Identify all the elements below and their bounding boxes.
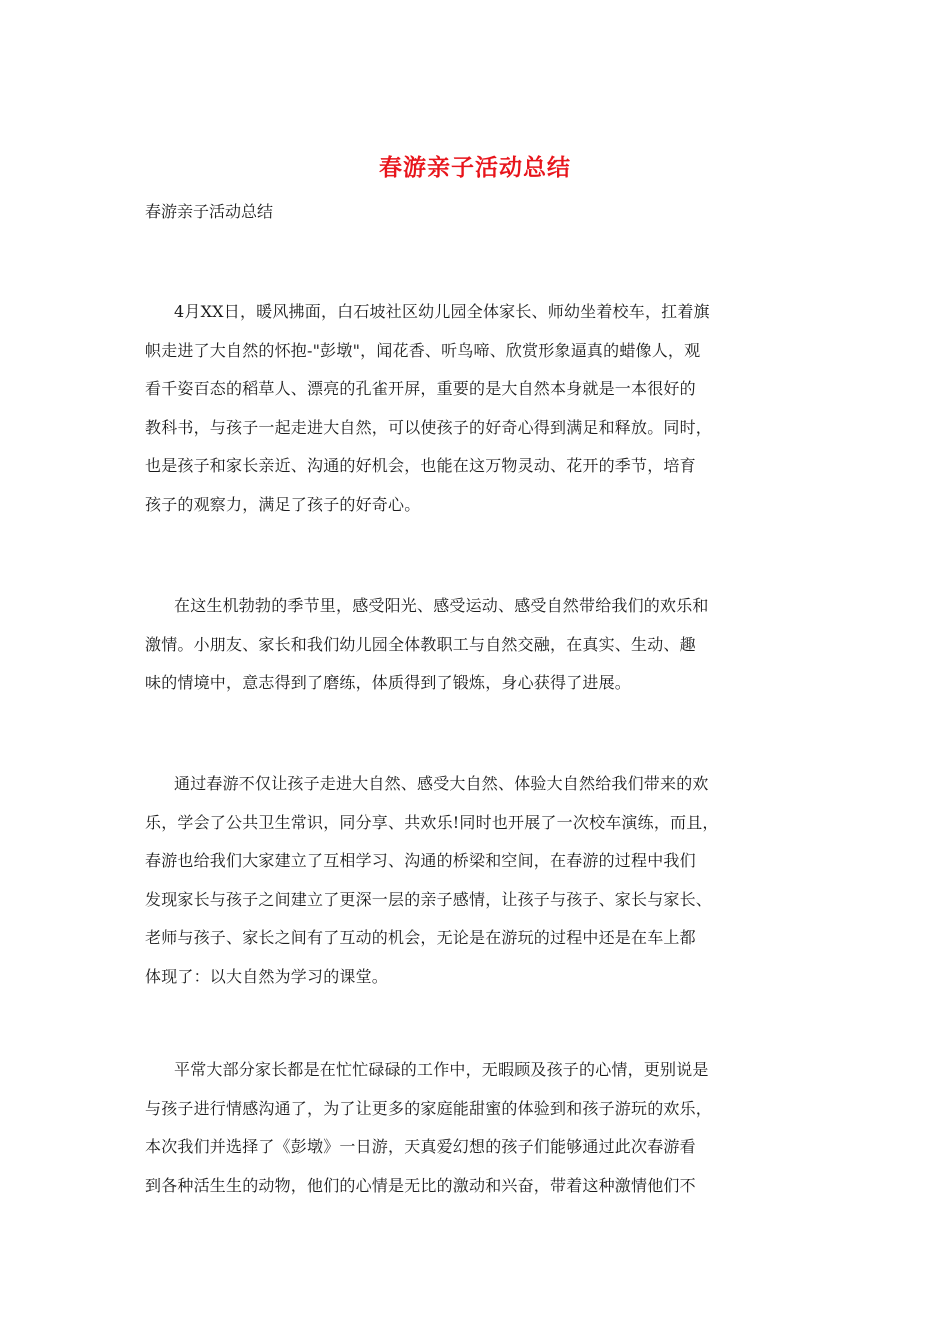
paragraph-line: 孩子的观察力，满足了孩子的好奇心。 <box>145 494 421 514</box>
paragraph-line: 也是孩子和家长亲近、沟通的好机会，也能在这万物灵动、花开的季节，培育 <box>145 456 696 475</box>
paragraph-1 <box>145 298 825 529</box>
paragraph-line: 发现家长与孩子之间建立了更深一层的亲子感情，让孩子与孩子、家长与家长、 <box>145 889 713 909</box>
paragraph-line: 帜走进了大自然的怀抱-"彭墩"，闻花香、听鸟啼、欣赏形象逼真的蜡像人，观 <box>145 340 701 360</box>
paragraph-3 <box>145 770 825 1001</box>
document-subtitle: 春游亲子活动总结 <box>145 202 274 221</box>
paragraph-line: 激情。小朋友、家长和我们幼儿园全体教职工与自然交融，在真实、生动、趣 <box>145 634 696 654</box>
paragraph-line: 老师与孩子、家长之间有了互动的机会，无论是在游玩的过程中还是在车上都 <box>145 928 696 947</box>
paragraph-line: 本次我们并选择了《彭墩》一日游，天真爱幻想的孩子们能够通过此次春游看 <box>145 1137 696 1156</box>
paragraph-line: 教科书，与孩子一起走进大自然，可以使孩子的好奇心得到满足和释放。同时， <box>145 417 713 437</box>
paragraph-line: 通过春游不仅让孩子走进大自然、感受大自然、体验大自然给我们带来的欢 <box>174 774 709 793</box>
paragraph-line: 看千姿百态的稻草人、漂亮的孔雀开屏，重要的是大自然本身就是一本很好的 <box>145 379 696 398</box>
paragraph-4 <box>145 1056 825 1210</box>
paragraph-line: 4月XX日，暖风拂面，白石坡社区幼儿园全体家长、师幼坐着校车，扛着旗 <box>174 302 710 321</box>
paragraph-line: 春游也给我们大家建立了互相学习、沟通的桥梁和空间，在春游的过程中我们 <box>145 851 696 870</box>
paragraph-line: 乐，学会了公共卫生常识，同分享、共欢乐!同时也开展了一次校车演练，而且， <box>145 812 719 832</box>
paragraph-line: 平常大部分家长都是在忙忙碌碌的工作中，无暇顾及孩子的心情，更别说是 <box>174 1060 709 1079</box>
paragraph-2 <box>145 592 825 708</box>
paragraph-line: 味的情境中，意志得到了磨练，体质得到了锻炼，身心获得了进展。 <box>145 673 632 692</box>
paragraph-line: 与孩子进行情感沟通了，为了让更多的家庭能甜蜜的体验到和孩子游玩的欢乐， <box>145 1098 713 1118</box>
paragraph-line: 到各种活生生的动物，他们的心情是无比的激动和兴奋，带着这种激情他们不 <box>145 1175 696 1195</box>
document-title: 春游亲子活动总结 <box>379 154 571 181</box>
paragraph-line: 在这生机勃勃的季节里，感受阳光、感受运动、感受自然带给我们的欢乐和 <box>174 596 709 615</box>
paragraph-line: 体现了：以大自然为学习的课堂。 <box>145 966 389 986</box>
